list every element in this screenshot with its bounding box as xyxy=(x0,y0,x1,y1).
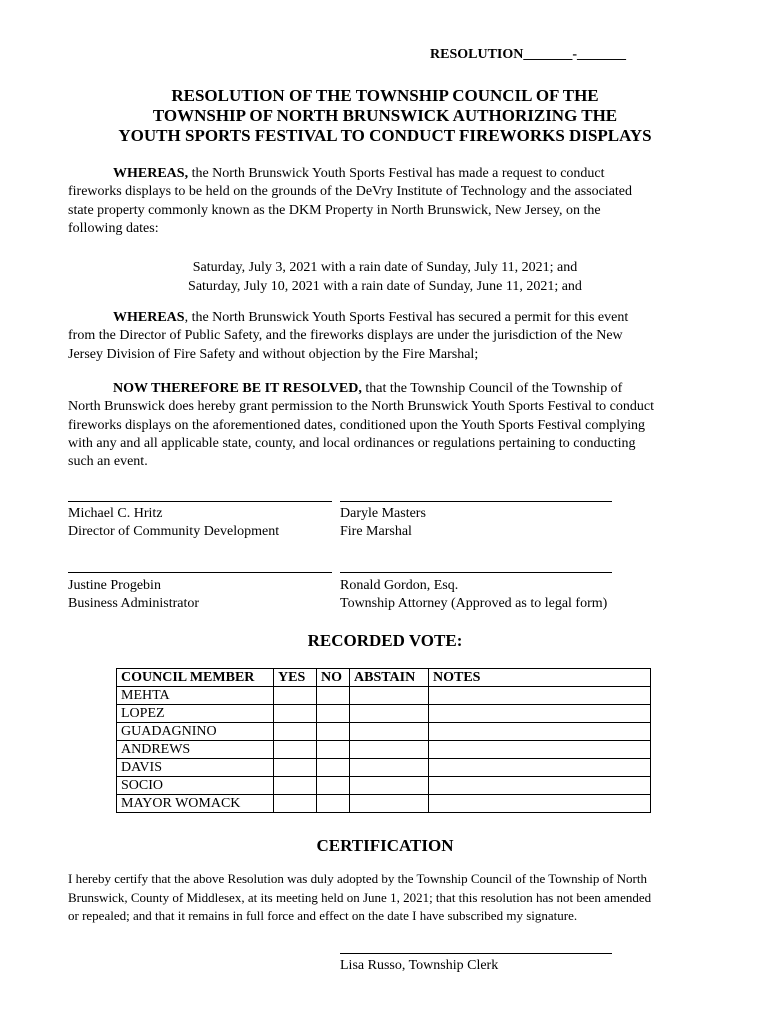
signature-line xyxy=(340,572,612,573)
signer-name: Daryle Masters xyxy=(340,506,426,521)
event-date-line: Saturday, July 3, 2021 with a rain date of Sunday, July 11, 2021; and xyxy=(192,260,578,275)
notes-cell xyxy=(429,687,651,705)
signature-block-gordon xyxy=(340,577,607,613)
table-row xyxy=(117,759,651,777)
yes-cell xyxy=(274,795,317,813)
paragraph-line: such an event. xyxy=(68,454,148,470)
no-cell xyxy=(317,759,350,777)
signature-line xyxy=(340,953,612,954)
column-header: COUNCIL MEMBER xyxy=(117,669,274,687)
signer-title: Fire Marshal xyxy=(340,524,412,539)
table-row xyxy=(117,795,651,813)
whereas-paragraph-2 xyxy=(68,309,708,364)
member-name: ANDREWS xyxy=(117,741,274,759)
yes-cell xyxy=(274,741,317,759)
whereas-lead: WHEREAS xyxy=(113,310,185,325)
whereas-lead: WHEREAS, xyxy=(113,166,189,181)
signature-line xyxy=(68,572,332,573)
paragraph-text: , the North Brunswick Youth Sports Festival has secured a permit for this event xyxy=(184,310,629,325)
paragraph-line: following dates: xyxy=(68,220,159,236)
signer-name: Ronald Gordon, Esq. xyxy=(340,578,459,593)
no-cell xyxy=(317,723,350,741)
resolved-paragraph xyxy=(68,380,708,471)
signature-block-hritz xyxy=(68,505,279,541)
abstain-cell xyxy=(350,687,429,705)
signature-line xyxy=(340,501,612,502)
notes-cell xyxy=(429,777,651,795)
certification-paragraph xyxy=(68,870,708,926)
title-line: YOUTH SPORTS FESTIVAL TO CONDUCT FIREWORKS DISPLAYS xyxy=(118,126,652,145)
table-row xyxy=(117,705,651,723)
signer-name: Justine Progebin xyxy=(68,578,161,593)
paragraph-line: I hereby certify that the above Resolution was duly adopted by the Township Council of the Township of North xyxy=(68,871,647,886)
member-name: MAYOR WOMACK xyxy=(117,795,274,813)
title-line: TOWNSHIP OF NORTH BRUNSWICK AUTHORIZING THE xyxy=(152,106,618,125)
member-name: DAVIS xyxy=(117,759,274,777)
clerk-signature: Lisa Russo, Township Clerk xyxy=(340,958,499,973)
paragraph-text: that the Township Council of the Township of xyxy=(361,381,623,396)
member-name: SOCIO xyxy=(117,777,274,795)
paragraph-line: fireworks displays on the aforementioned dates, conditioned upon the Youth Sports Festival complying xyxy=(68,417,646,433)
table-row xyxy=(117,741,651,759)
whereas-paragraph-1 xyxy=(68,165,708,238)
abstain-cell xyxy=(350,777,429,795)
yes-cell xyxy=(274,777,317,795)
resolved-lead: NOW THEREFORE BE IT RESOLVED, xyxy=(113,381,362,396)
yes-cell xyxy=(274,723,317,741)
no-cell xyxy=(317,687,350,705)
paragraph-line: North Brunswick does hereby grant permission to the North Brunswick Youth Sports Festival to conduct xyxy=(68,399,655,415)
notes-cell xyxy=(429,759,651,777)
paragraph-line: Brunswick, County of Middlesex, at its meeting held on June 1, 2021; that this resolution has not been amended xyxy=(68,889,652,905)
signature-line xyxy=(68,501,332,502)
abstain-cell xyxy=(350,723,429,741)
signer-title: Director of Community Development xyxy=(68,524,280,539)
column-header: YES xyxy=(274,669,317,687)
no-cell xyxy=(317,741,350,759)
yes-cell xyxy=(274,759,317,777)
certification-heading: CERTIFICATION xyxy=(316,836,454,855)
member-name: MEHTA xyxy=(117,687,274,705)
event-date-line: Saturday, July 10, 2021 with a rain date of Sunday, June 11, 2021; and xyxy=(188,279,582,294)
no-cell xyxy=(317,705,350,723)
member-name: LOPEZ xyxy=(117,705,274,723)
paragraph-line: fireworks displays to be held on the grounds of the DeVry Institute of Technology and the associated xyxy=(68,184,633,200)
document-title xyxy=(0,86,770,146)
signer-title: Business Administrator xyxy=(68,596,200,611)
no-cell xyxy=(317,795,350,813)
abstain-cell xyxy=(350,759,429,777)
paragraph-line: Jersey Division of Fire Safety and without objection by the Fire Marshal; xyxy=(68,346,479,362)
abstain-cell xyxy=(350,741,429,759)
column-header: ABSTAIN xyxy=(350,669,429,687)
table-row xyxy=(117,777,651,795)
abstain-cell xyxy=(350,795,429,813)
member-name: GUADAGNINO xyxy=(117,723,274,741)
abstain-cell xyxy=(350,705,429,723)
table-row xyxy=(117,723,651,741)
resolution-number: RESOLUTION_______-_______ xyxy=(430,47,627,62)
event-dates xyxy=(0,258,770,296)
recorded-vote-heading: RECORDED VOTE: xyxy=(307,631,463,650)
paragraph-line: or repealed; and that it remains in full force and effect on the date I have subscribed my signature. xyxy=(68,908,578,923)
signer-name: Michael C. Hritz xyxy=(68,506,163,521)
column-header: NOTES xyxy=(429,669,651,687)
notes-cell xyxy=(429,741,651,759)
notes-cell xyxy=(429,705,651,723)
no-cell xyxy=(317,777,350,795)
signature-block-progebin xyxy=(68,577,199,613)
table-row xyxy=(117,687,651,705)
table-header-row xyxy=(117,669,651,687)
signature-block-masters xyxy=(340,505,426,541)
yes-cell xyxy=(274,687,317,705)
signer-title: Township Attorney (Approved as to legal form) xyxy=(340,596,608,611)
paragraph-line: state property commonly known as the DKM Property in North Brunswick, New Jersey, on the xyxy=(68,202,601,218)
title-line: RESOLUTION OF THE TOWNSHIP COUNCIL OF THE xyxy=(171,86,599,105)
paragraph-line: from the Director of Public Safety, and the fireworks displays are under the jurisdiction of the New xyxy=(68,328,623,344)
yes-cell xyxy=(274,705,317,723)
notes-cell xyxy=(429,723,651,741)
vote-table xyxy=(116,668,651,813)
paragraph-line: with any and all applicable state, county, and local ordinances or regulations pertaining to conducting xyxy=(68,435,636,451)
paragraph-text: the North Brunswick Youth Sports Festival has made a request to conduct xyxy=(188,166,605,181)
column-header: NO xyxy=(317,669,350,687)
notes-cell xyxy=(429,795,651,813)
